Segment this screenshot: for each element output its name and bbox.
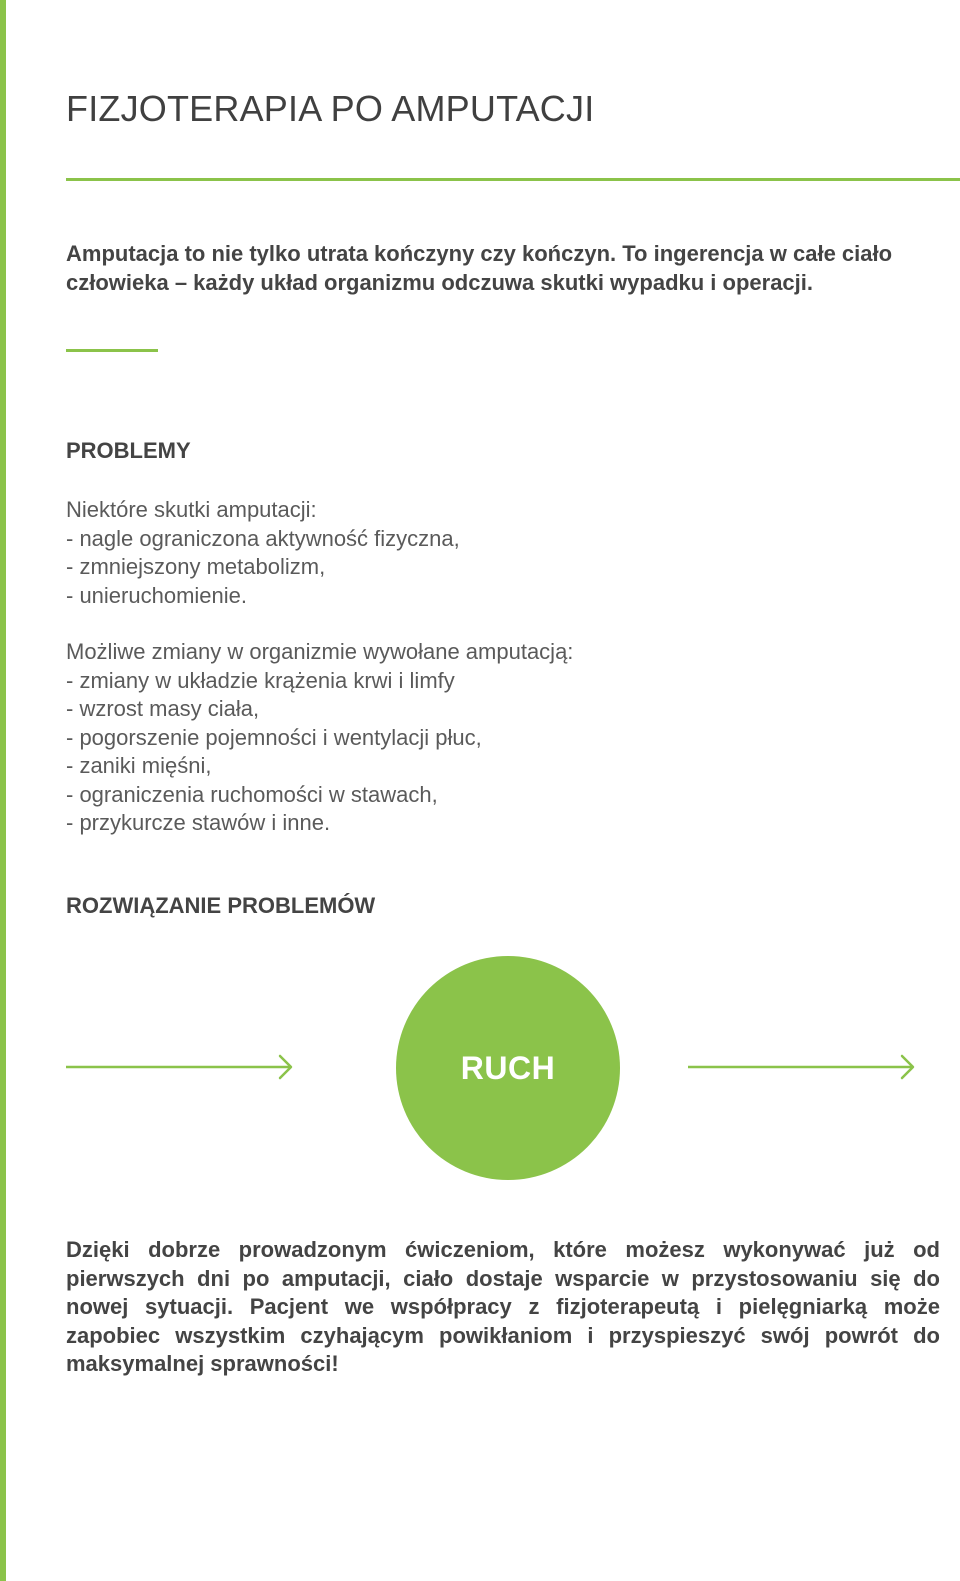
problems-heading: PROBLEMY [66,438,191,463]
changes-list [66,638,946,838]
arrow-right-icon [688,1054,918,1080]
changes-list-item: - pogorszenie pojemności i wentylacji płuc, [66,724,482,750]
page-title: FIZJOTERAPIA PO AMPUTACJI [66,88,595,129]
effects-list [66,496,946,610]
intro-paragraph: Amputacja to nie tylko utrata kończyny czy kończyn. To ingerencja w całe ciało człowieka – każdy układ organizmu odczuwa skutki wypadku i operacji. [66,241,893,295]
title-divider [66,178,960,181]
changes-list-item: - zmiany w układzie krążenia krwi i limfy [66,667,455,693]
arrow-right-icon [66,1054,296,1080]
changes-intro-line: Możliwe zmiany w organizmie wywołane amputacją: [66,639,574,664]
changes-list-item: - wzrost masy ciała, [66,696,260,721]
changes-list-item: - ograniczenia ruchomości w stawach, [66,781,438,807]
solution-heading: ROZWIĄZANIE PROBLEMÓW [66,893,376,918]
movement-circle [396,956,620,1180]
changes-list-item: - przykurcze stawów i inne. [66,810,331,835]
closing-paragraph: Dzięki dobrze prowadzonym ćwiczeniom, które możesz wykonywać już od pierwszych dni po amputacji, ciało dostaje wsparcie w przystosowaniu się do nowej sytuacji. Pacjent we współpracy z fizjoterapeutą i pielęgniarką może zapobiec wszystkim czyhającym powikłaniom i przyspieszyć swój powrót do maksymalnej sprawności! [66,1237,940,1376]
effects-list-item: - zmniejszony metabolizm, [66,554,326,579]
effects-list-item: - unieruchomienie. [66,582,247,608]
changes-list-item: - zaniki mięśni, [66,753,212,778]
short-divider [66,349,158,352]
left-accent-bar [0,0,6,1581]
circle-label: RUCH [460,1049,556,1086]
effects-list-item: - nagle ograniczona aktywność fizyczna, [66,525,460,551]
effects-intro-line: Niektóre skutki amputacji: [66,497,317,522]
